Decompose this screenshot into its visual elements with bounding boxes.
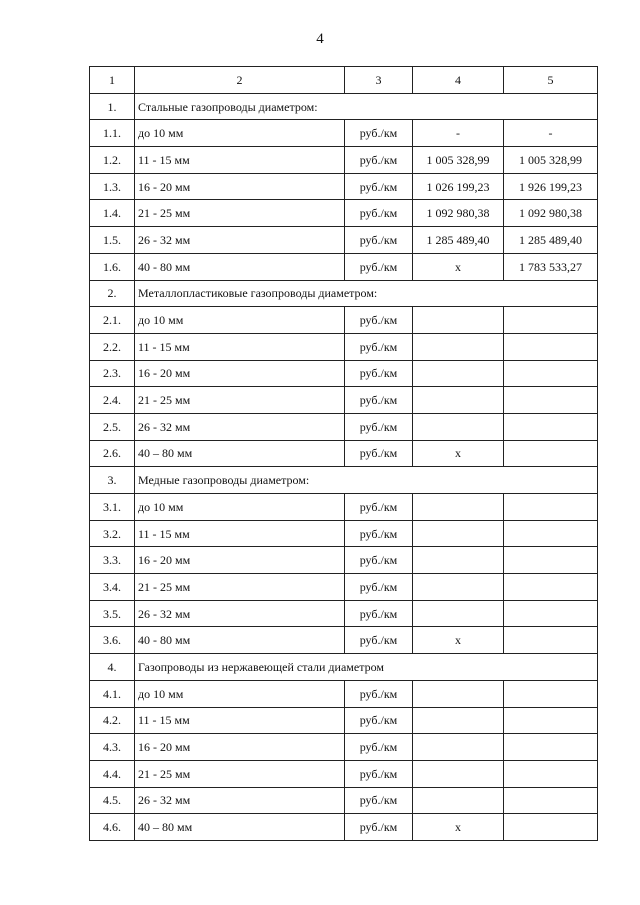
unit-cell: руб./км: [345, 360, 413, 387]
value-col4: х: [413, 814, 504, 841]
table-row: [90, 227, 598, 254]
unit-cell: руб./км: [345, 734, 413, 761]
diameter-range: 40 - 80 мм: [135, 253, 345, 280]
value-col4: [413, 787, 504, 814]
diameter-range: 26 - 32 мм: [135, 787, 345, 814]
header-row: [90, 67, 598, 94]
row-number: 1.3.: [90, 173, 135, 200]
row-number: 3.1.: [90, 494, 135, 521]
unit-cell: руб./км: [345, 333, 413, 360]
value-col5: [504, 520, 598, 547]
header-cell: 1: [90, 67, 135, 94]
unit-cell: руб./км: [345, 120, 413, 147]
unit-cell: руб./км: [345, 707, 413, 734]
value-col4: х: [413, 627, 504, 654]
header-cell: 3: [345, 67, 413, 94]
table-row: [90, 200, 598, 227]
table-row: [90, 360, 598, 387]
table-row: [90, 680, 598, 707]
row-number: 1.1.: [90, 120, 135, 147]
value-col4: х: [413, 253, 504, 280]
value-col4: [413, 600, 504, 627]
unit-cell: руб./км: [345, 387, 413, 414]
section-title: Металлопластиковые газопроводы диаметром:: [135, 280, 598, 307]
diameter-range: 11 - 15 мм: [135, 707, 345, 734]
table-row: [90, 627, 598, 654]
unit-cell: руб./км: [345, 600, 413, 627]
table-row: [90, 120, 598, 147]
unit-cell: руб./км: [345, 440, 413, 467]
unit-cell: руб./км: [345, 760, 413, 787]
value-col4: [413, 760, 504, 787]
diameter-range: до 10 мм: [135, 120, 345, 147]
value-col5: [504, 787, 598, 814]
table-row: [90, 814, 598, 841]
unit-cell: руб./км: [345, 494, 413, 521]
table-row: [90, 494, 598, 521]
diameter-range: 11 - 15 мм: [135, 147, 345, 174]
diameter-range: 21 - 25 мм: [135, 574, 345, 601]
diameter-range: 40 – 80 мм: [135, 814, 345, 841]
table-body: [90, 67, 598, 841]
table-row: [90, 707, 598, 734]
unit-cell: руб./км: [345, 227, 413, 254]
row-number: 2.6.: [90, 440, 135, 467]
row-number: 2.4.: [90, 387, 135, 414]
value-col4: -: [413, 120, 504, 147]
diameter-range: 16 - 20 мм: [135, 360, 345, 387]
value-col5: [504, 760, 598, 787]
row-number: 2.2.: [90, 333, 135, 360]
table-row: [90, 413, 598, 440]
tariff-table: [89, 66, 598, 841]
value-col5: [504, 413, 598, 440]
value-col4: 1 026 199,23: [413, 173, 504, 200]
header-cell: 4: [413, 67, 504, 94]
row-number: 3.6.: [90, 627, 135, 654]
diameter-range: 21 - 25 мм: [135, 387, 345, 414]
row-number: 2.5.: [90, 413, 135, 440]
row-number: 4.4.: [90, 760, 135, 787]
value-col5: [504, 547, 598, 574]
table-row: [90, 760, 598, 787]
diameter-range: 40 – 80 мм: [135, 440, 345, 467]
value-col4: [413, 360, 504, 387]
value-col5: -: [504, 120, 598, 147]
diameter-range: 11 - 15 мм: [135, 333, 345, 360]
table-row: [90, 387, 598, 414]
row-number: 2.3.: [90, 360, 135, 387]
value-col4: [413, 707, 504, 734]
value-col5: [504, 387, 598, 414]
unit-cell: руб./км: [345, 307, 413, 334]
table-row: [90, 787, 598, 814]
value-col5: 1 092 980,38: [504, 200, 598, 227]
unit-cell: руб./км: [345, 413, 413, 440]
table-row: [90, 173, 598, 200]
value-col5: [504, 627, 598, 654]
row-number: 4.5.: [90, 787, 135, 814]
diameter-range: до 10 мм: [135, 307, 345, 334]
value-col4: [413, 734, 504, 761]
unit-cell: руб./км: [345, 547, 413, 574]
value-col5: 1 926 199,23: [504, 173, 598, 200]
value-col5: [504, 814, 598, 841]
value-col5: [504, 680, 598, 707]
table-row: [90, 547, 598, 574]
row-number: 3.2.: [90, 520, 135, 547]
value-col4: [413, 680, 504, 707]
page-number: 4: [316, 31, 324, 47]
value-col5: 1 005 328,99: [504, 147, 598, 174]
header-cell: 5: [504, 67, 598, 94]
table-row: [90, 147, 598, 174]
diameter-range: 16 - 20 мм: [135, 173, 345, 200]
section-row: [90, 280, 598, 307]
value-col4: [413, 574, 504, 601]
value-col5: [504, 440, 598, 467]
value-col4: [413, 387, 504, 414]
row-number: 4.3.: [90, 734, 135, 761]
section-row: [90, 93, 598, 120]
diameter-range: 40 - 80 мм: [135, 627, 345, 654]
row-number: 3.: [90, 467, 135, 494]
row-number: 1.4.: [90, 200, 135, 227]
table-row: [90, 307, 598, 334]
value-col4: [413, 333, 504, 360]
unit-cell: руб./км: [345, 574, 413, 601]
table-row: [90, 574, 598, 601]
row-number: 2.: [90, 280, 135, 307]
unit-cell: руб./км: [345, 627, 413, 654]
row-number: 4.1.: [90, 680, 135, 707]
header-cell: 2: [135, 67, 345, 94]
value-col5: [504, 734, 598, 761]
row-number: 1.2.: [90, 147, 135, 174]
table-row: [90, 520, 598, 547]
table-row: [90, 253, 598, 280]
unit-cell: руб./км: [345, 147, 413, 174]
unit-cell: руб./км: [345, 253, 413, 280]
value-col5: [504, 360, 598, 387]
unit-cell: руб./км: [345, 814, 413, 841]
row-number: 1.: [90, 93, 135, 120]
row-number: 2.1.: [90, 307, 135, 334]
value-col5: [504, 574, 598, 601]
unit-cell: руб./км: [345, 200, 413, 227]
value-col4: [413, 307, 504, 334]
value-col5: [504, 707, 598, 734]
row-number: 1.5.: [90, 227, 135, 254]
unit-cell: руб./км: [345, 680, 413, 707]
value-col4: 1 285 489,40: [413, 227, 504, 254]
section-title: Газопроводы из нержавеющей стали диаметром: [135, 654, 598, 681]
table-row: [90, 333, 598, 360]
value-col4: 1 092 980,38: [413, 200, 504, 227]
diameter-range: 16 - 20 мм: [135, 734, 345, 761]
section-title: Стальные газопроводы диаметром:: [135, 93, 598, 120]
value-col5: 1 285 489,40: [504, 227, 598, 254]
value-col4: [413, 547, 504, 574]
row-number: 4.6.: [90, 814, 135, 841]
diameter-range: 26 - 32 мм: [135, 413, 345, 440]
table-row: [90, 600, 598, 627]
row-number: 3.5.: [90, 600, 135, 627]
table-row: [90, 440, 598, 467]
value-col4: 1 005 328,99: [413, 147, 504, 174]
diameter-range: 26 - 32 мм: [135, 227, 345, 254]
unit-cell: руб./км: [345, 173, 413, 200]
value-col4: [413, 520, 504, 547]
diameter-range: 11 - 15 мм: [135, 520, 345, 547]
diameter-range: 16 - 20 мм: [135, 547, 345, 574]
unit-cell: руб./км: [345, 787, 413, 814]
section-row: [90, 467, 598, 494]
section-title: Медные газопроводы диаметром:: [135, 467, 598, 494]
row-number: 4.2.: [90, 707, 135, 734]
value-col5: [504, 494, 598, 521]
value-col5: [504, 600, 598, 627]
diameter-range: 21 - 25 мм: [135, 200, 345, 227]
table-row: [90, 734, 598, 761]
value-col5: 1 783 533,27: [504, 253, 598, 280]
diameter-range: до 10 мм: [135, 494, 345, 521]
value-col4: [413, 494, 504, 521]
diameter-range: до 10 мм: [135, 680, 345, 707]
unit-cell: руб./км: [345, 520, 413, 547]
row-number: 3.3.: [90, 547, 135, 574]
value-col4: [413, 413, 504, 440]
diameter-range: 26 - 32 мм: [135, 600, 345, 627]
section-row: [90, 654, 598, 681]
row-number: 1.6.: [90, 253, 135, 280]
value-col5: [504, 307, 598, 334]
diameter-range: 21 - 25 мм: [135, 760, 345, 787]
value-col5: [504, 333, 598, 360]
row-number: 4.: [90, 654, 135, 681]
row-number: 3.4.: [90, 574, 135, 601]
value-col4: х: [413, 440, 504, 467]
